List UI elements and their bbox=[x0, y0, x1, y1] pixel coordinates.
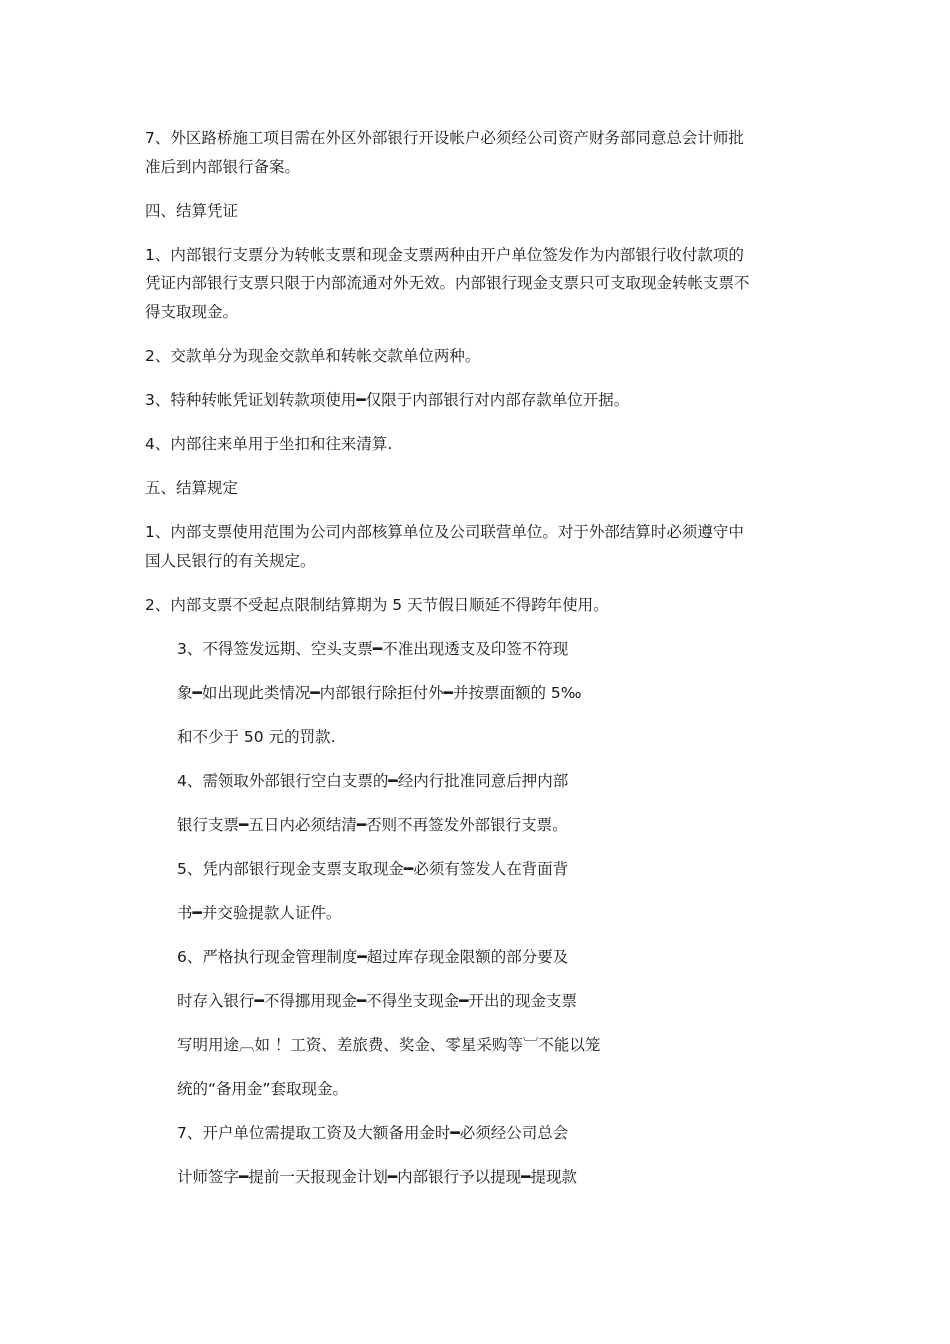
sec4-item3: 3、特种转帐凭证划转款项使用━仅限于内部银行对内部存款单位开据。 bbox=[145, 391, 630, 409]
section4-heading: 四、结算凭证 bbox=[145, 202, 239, 220]
sec5-item3-line1: 3、不得签发远期、空头支票━不准出现透支及印签不符现 bbox=[177, 640, 569, 658]
sec5-item6-line4: 统的“备用金”套取现金。 bbox=[177, 1080, 349, 1098]
sec4-item1-line2: 凭证内部银行支票只限于内部流通对外无效。内部银行现金支票只可支取现金转帐支票不 bbox=[145, 274, 750, 292]
sec5-item7-line1: 7、开户单位需提取工资及大额备用金时━必须经公司总会 bbox=[177, 1124, 569, 1142]
sec5-item5-line1: 5、凭内部银行现金支票支取现金━必须有签发人在背面背 bbox=[177, 860, 569, 878]
sec3-item7-line1: 7、外区路桥施工项目需在外区外部银行开设帐户必须经公司资产财务部同意总会计师批 bbox=[145, 129, 744, 147]
sec4-item4: 4、内部往来单用于坐扣和往来清算. bbox=[145, 435, 393, 453]
sec5-item6-line3: 写明用途︹如 ！工资、差旅费、奖金、零星采购等︺不能以笼 bbox=[177, 1036, 601, 1054]
section5-heading: 五、结算规定 bbox=[145, 479, 239, 497]
sec5-item5-line2: 书━并交验提款人证件。 bbox=[177, 904, 342, 922]
sec3-item7-line2: 准后到内部银行备案。 bbox=[145, 158, 301, 176]
sec4-item2: 2、交款单分为现金交款单和转帐交款单位两种。 bbox=[145, 347, 481, 365]
sec5-item7-line2: 计师签字━提前一天报现金计划━内部银行予以提现━提现款 bbox=[177, 1168, 577, 1186]
sec5-item2: 2、内部支票不受起点限制结算期为 5 天节假日顺延不得跨年使用。 bbox=[145, 596, 609, 614]
sec5-item1-line2: 国人民银行的有关规定。 bbox=[145, 552, 316, 570]
sec4-item1-line3: 得支取现金。 bbox=[145, 303, 239, 321]
sec4-item1-line1: 1、内部银行支票分为转帐支票和现金支票两种由开户单位签发作为内部银行收付款项的 bbox=[145, 246, 744, 264]
sec5-item6-line2: 时存入银行━不得挪用现金━不得坐支现金━开出的现金支票 bbox=[177, 992, 577, 1010]
sec5-item6-line1: 6、严格执行现金管理制度━超过库存现金限额的部分要及 bbox=[177, 948, 569, 966]
sec5-item3-line3: 和不少于 50 元的罚款. bbox=[177, 728, 336, 746]
sec5-item3-line2: 象━如出现此类情况━内部银行除拒付外━并按票面额的 5‰ bbox=[177, 684, 582, 702]
sec5-item1-line1: 1、内部支票使用范围为公司内部核算单位及公司联营单位。对于外部结算时必须遵守中 bbox=[145, 523, 744, 541]
sec5-item4-line2: 银行支票━五日内必须结清━否则不再签发外部银行支票。 bbox=[177, 816, 568, 834]
sec5-item4-line1: 4、需领取外部银行空白支票的━经内行批准同意后押内部 bbox=[177, 772, 569, 790]
